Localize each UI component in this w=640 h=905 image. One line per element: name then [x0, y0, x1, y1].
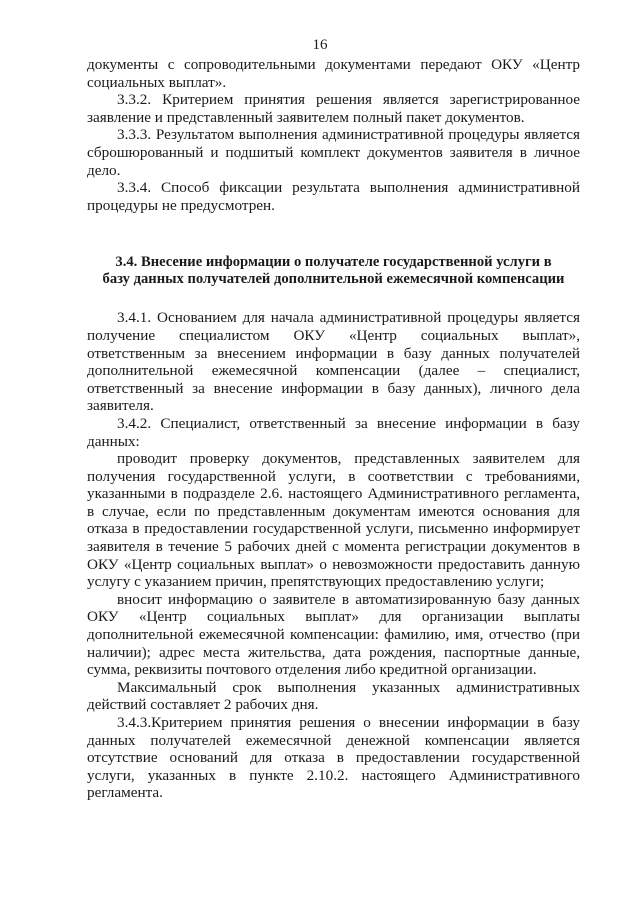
document-body	[87, 56, 580, 802]
spacer	[87, 288, 580, 309]
spacer	[87, 214, 580, 254]
section-heading	[87, 254, 580, 288]
list-item-check-documents: проводит проверку документов, представленных заявителем для получения государственной услуги, в соответствии с требованиями, указанными в подразделе 2.6. настоящего Административного регламента, в случае, если по представленным документам имеются основания для отказа в предоставлении государственной услуги, письменно информирует заявителя в течение 5 рабочих дней с момента регистрации документов в ОКУ «Центр социальных выплат» о невозможности предоставить данную услугу с указанием причин, препятствующих предоставлению услуги;	[87, 450, 580, 591]
paragraph-3-4-3: 3.4.3.Критерием принятия решения о внесении информации в базу данных получателей ежемесячной денежной компенсации является отсутствие оснований для отказа в предоставлении государственной услуги, указанных в пункте 2.10.2. настоящего Административного регламента.	[87, 714, 580, 802]
paragraph-3-3-2: 3.3.2. Критерием принятия решения является зарегистрированное заявление и представленный заявителем полный пакет документов.	[87, 91, 580, 126]
list-item-enter-information: вносит информацию о заявителе в автоматизированную базу данных ОКУ «Центр социальных выплат» для организации выплаты дополнительной ежемесячной компенсации: фамилию, имя, отчество (при наличии); адрес места жительства, дата рождения, паспортные данные, сумма, реквизиты почтового отделения либо кредитной организации.	[87, 590, 580, 679]
paragraph-continuation: документы с сопроводительными документами передают ОКУ «Центр социальных выплат».	[87, 56, 580, 91]
section-heading-line-1: 3.4. Внесение информации о получателе государственной услуги в	[115, 254, 552, 271]
section-heading-line-2: базу данных получателей дополнительной ежемесячной компенсации	[102, 271, 565, 288]
page-number: 16	[312, 37, 328, 53]
paragraph-max-term: Максимальный срок выполнения указанных административных действий составляет 2 рабочих дня.	[87, 678, 580, 714]
paragraph-3-3-4: 3.3.4. Способ фиксации результата выполнения административной процедуры не предусмотрен.	[87, 179, 580, 214]
paragraph-3-4-1: 3.4.1. Основанием для начала административной процедуры является получение специалистом ОКУ «Центр социальных выплат», ответственным за внесением информации в базу данных получателей дополнительной ежемесячной компенсации (далее – специалист, ответственный за внесение информации в базу данных), личного дела заявителя.	[87, 309, 580, 415]
paragraph-3-3-3: 3.3.3. Результатом выполнения административной процедуры является сброшюрованный и подшитый комплект документов заявителя в личное дело.	[87, 126, 580, 179]
paragraph-3-4-2: 3.4.2. Специалист, ответственный за внесение информации в базу данных:	[87, 414, 580, 450]
